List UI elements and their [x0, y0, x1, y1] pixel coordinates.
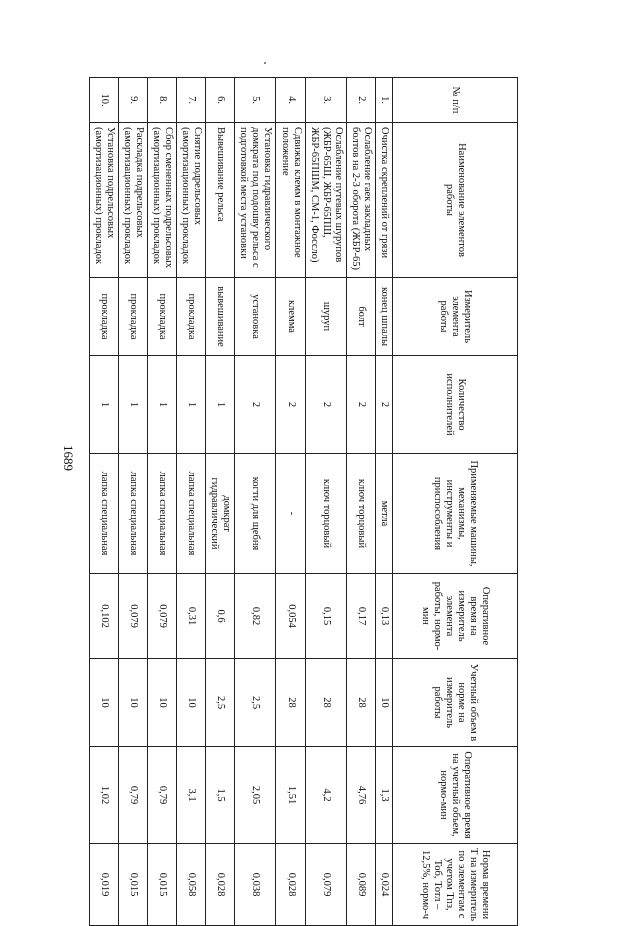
- cell-time-norm: 0,058: [177, 844, 206, 926]
- header-time-norm: Норма времени Т на измеритель по элементам с учетом Тпз, Тоб, Тотл – 12,5%, нормо-ч: [393, 844, 518, 926]
- cell-work-element: Установка гидравлического домкрата под подошву рельса с подготовкой места установки: [235, 123, 276, 278]
- header-unit: Измеритель элемента работы: [393, 278, 518, 356]
- cell-volume: 10: [89, 659, 118, 747]
- cell-tools: лапка специальная: [147, 454, 176, 574]
- cell-volume: 2,5: [206, 659, 235, 747]
- cell-tools: лапка специальная: [89, 454, 118, 574]
- cell-workers: 1: [206, 356, 235, 454]
- cell-workers: 1: [177, 356, 206, 454]
- cell-volume: 10: [147, 659, 176, 747]
- norms-table: [89, 77, 518, 926]
- table-header-row: [393, 78, 518, 926]
- table-row: [177, 78, 206, 926]
- cell-operative-time: 0,13: [375, 574, 392, 659]
- cell-volume: 10: [118, 659, 147, 747]
- cell-unit: прокладка: [147, 278, 176, 356]
- cell-workers: 1: [147, 356, 176, 454]
- cell-operative-time: 0,15: [305, 574, 346, 659]
- cell-time-norm: 0,028: [206, 844, 235, 926]
- header-work-element: Наименование элементов работы: [393, 123, 518, 278]
- cell-unit: шуруп: [305, 278, 346, 356]
- cell-number: 3.: [305, 78, 346, 123]
- table-row: [375, 78, 392, 926]
- cell-operative-time-volume: 3,1: [177, 747, 206, 844]
- cell-operative-time: 0,31: [177, 574, 206, 659]
- cell-workers: 2: [375, 356, 392, 454]
- table-row: [206, 78, 235, 926]
- cell-operative-time: 0,079: [118, 574, 147, 659]
- cell-time-norm: 0,015: [147, 844, 176, 926]
- cell-unit: конец шпалы: [375, 278, 392, 356]
- cell-operative-time-volume: 4,2: [305, 747, 346, 844]
- cell-workers: 2: [305, 356, 346, 454]
- cell-unit: прокладка: [89, 278, 118, 356]
- header-operative-time-volume: Оперативное время на учетный объем, нормо-мин: [393, 747, 518, 844]
- cell-operative-time-volume: 2,05: [235, 747, 276, 844]
- cell-volume: 10: [177, 659, 206, 747]
- cell-work-element: Установка подрельсовых (амортизационных) прокладок: [89, 123, 118, 278]
- cell-operative-time: 0,102: [89, 574, 118, 659]
- table-row: [89, 78, 118, 926]
- cell-operative-time-volume: 0,79: [147, 747, 176, 844]
- cell-unit: прокладка: [118, 278, 147, 356]
- cell-number: 5.: [235, 78, 276, 123]
- cell-tools: метла: [375, 454, 392, 574]
- cell-number: 1.: [375, 78, 392, 123]
- cell-work-element: Очистка скреплений от грязи: [375, 123, 392, 278]
- cell-work-element: Сдвижка клемм в монтажное положение: [276, 123, 305, 278]
- table-row: [346, 78, 375, 926]
- table-row: [305, 78, 346, 926]
- cell-number: 9.: [118, 78, 147, 123]
- header-volume: Учетный объем в норме на измеритель работы: [393, 659, 518, 747]
- header-operative-time: Оперативное время на измеритель элемента работы, нормо-мин: [393, 574, 518, 659]
- table-row: [235, 78, 276, 926]
- cell-tools: лапка специальная: [118, 454, 147, 574]
- cell-work-element: Ослабление гаек закладных болтов на 2-3 оборота (ЖБР-65): [346, 123, 375, 278]
- cell-tools: -: [276, 454, 305, 574]
- cell-work-element: Раскладка подрельсовых (амортизационных) прокладок: [118, 123, 147, 278]
- cell-time-norm: 0,015: [118, 844, 147, 926]
- page-number: 1689: [61, 445, 76, 471]
- cell-tools: ключ торцовый: [305, 454, 346, 574]
- cell-tools: ключ торцовый: [346, 454, 375, 574]
- cell-tools: домкрат гидравлический: [206, 454, 235, 574]
- cell-operative-time-volume: 1,02: [89, 747, 118, 844]
- cell-time-norm: 0,019: [89, 844, 118, 926]
- cell-work-element: Ослабление путевых шурупов (ЖБР-65Ш, ЖБР-65ПШ, ЖБР-65ПШМ, СМ-1, Фоссло): [305, 123, 346, 278]
- cell-unit: клемма: [276, 278, 305, 356]
- cell-time-norm: 0,079: [305, 844, 346, 926]
- cell-operative-time: 0,82: [235, 574, 276, 659]
- cell-unit: вывешивание: [206, 278, 235, 356]
- cell-volume: 10: [375, 659, 392, 747]
- cell-work-element: Вывешивание рельса: [206, 123, 235, 278]
- norms-table-container: [92, 77, 518, 925]
- header-number: № п/п: [393, 78, 518, 123]
- cell-operative-time: 0,079: [147, 574, 176, 659]
- cell-number: 8.: [147, 78, 176, 123]
- header-workers-count: Количество исполнителей: [393, 356, 518, 454]
- cell-time-norm: 0,038: [235, 844, 276, 926]
- cell-operative-time: 0,6: [206, 574, 235, 659]
- cell-volume: 28: [305, 659, 346, 747]
- cell-unit: установка: [235, 278, 276, 356]
- cell-operative-time-volume: 4,76: [346, 747, 375, 844]
- cell-time-norm: 0,028: [276, 844, 305, 926]
- cell-workers: 1: [118, 356, 147, 454]
- cell-number: 7.: [177, 78, 206, 123]
- cell-number: 10.: [89, 78, 118, 123]
- cell-workers: 2: [276, 356, 305, 454]
- cell-number: 2.: [346, 78, 375, 123]
- table-row: [276, 78, 305, 926]
- cell-operative-time: 0,17: [346, 574, 375, 659]
- cell-tools: когти для щебня: [235, 454, 276, 574]
- cell-time-norm: 0,024: [375, 844, 392, 926]
- cell-workers: 2: [346, 356, 375, 454]
- cell-workers: 2: [235, 356, 276, 454]
- cell-volume: 28: [346, 659, 375, 747]
- cell-unit: болт: [346, 278, 375, 356]
- cell-operative-time-volume: 0,79: [118, 747, 147, 844]
- table-row: [118, 78, 147, 926]
- cell-tools: лапка специальная: [177, 454, 206, 574]
- cell-volume: 28: [276, 659, 305, 747]
- scan-speck: [264, 62, 266, 64]
- cell-workers: 1: [89, 356, 118, 454]
- cell-unit: прокладка: [177, 278, 206, 356]
- cell-operative-time: 0,054: [276, 574, 305, 659]
- cell-operative-time-volume: 1,5: [206, 747, 235, 844]
- cell-time-norm: 0,089: [346, 844, 375, 926]
- cell-operative-time-volume: 1,3: [375, 747, 392, 844]
- cell-operative-time-volume: 1,51: [276, 747, 305, 844]
- cell-number: 4.: [276, 78, 305, 123]
- cell-work-element: Снятие подрельсовых (амортизационных) прокладок: [177, 123, 206, 278]
- cell-number: 6.: [206, 78, 235, 123]
- table-row: [147, 78, 176, 926]
- cell-work-element: Сбор смененных подрельсовых (амортизационных) прокладок: [147, 123, 176, 278]
- cell-volume: 2,5: [235, 659, 276, 747]
- header-tools: Применяемые машины, механизмы, инструменты и приспособления: [393, 454, 518, 574]
